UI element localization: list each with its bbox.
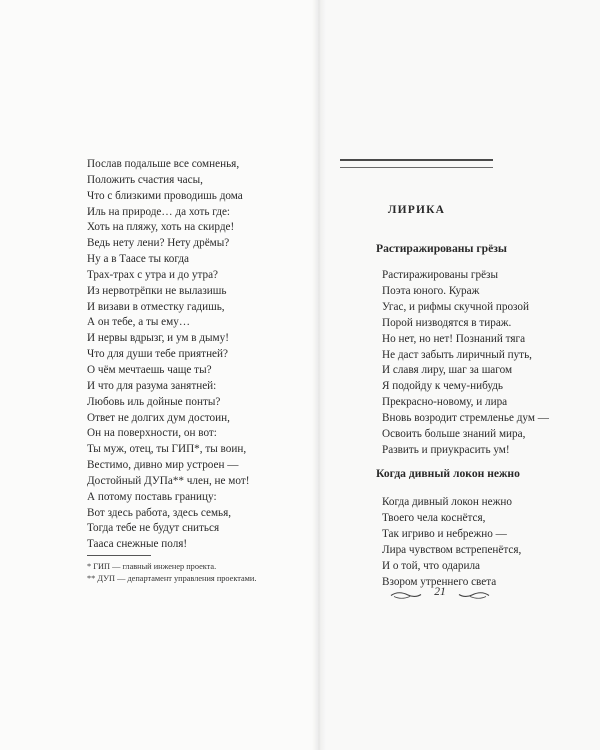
poem-line: Ответ не долгих дум достоин,: [87, 411, 230, 424]
poem-line: Лира чувством встрепенётся,: [382, 543, 522, 556]
book-gutter: [312, 0, 326, 750]
poem-line: Взором утреннего света: [382, 575, 497, 588]
poem-line: Трах-трах с утра и до утра?: [87, 268, 219, 281]
poem-line: И нервы вдрызг, и ум в дыму!: [87, 332, 229, 345]
page-folio: [390, 586, 490, 604]
poem-line: Твоего чела коснётся,: [382, 511, 486, 524]
poem-line: Прекрасно-новому, и лира: [382, 396, 508, 409]
poem-title: Растиражированы грёзы: [376, 242, 507, 255]
poem-line: Когда дивный локон нежно: [382, 496, 512, 508]
poem-line: Угас, и рифмы скучной прозой: [382, 300, 529, 313]
header-rule-thin: [340, 167, 493, 168]
footnote-dup: ** ДУП — департамент управления проектами.: [87, 573, 257, 583]
poem-line: Вновь возродит стремленье дум —: [382, 412, 549, 425]
poem-line: И что для разума занятней:: [87, 379, 217, 392]
poem-line: Любовь иль дойные понты?: [87, 395, 221, 408]
poem-line: Поэта юного. Кураж: [382, 284, 480, 297]
poem-line: Ведь нету лени? Нету дрёмы?: [87, 237, 230, 250]
header-rule-thick: [340, 159, 493, 161]
poem-line: Ты муж, отец, ты ГИП*, ты воин,: [87, 443, 247, 456]
left-poem: [87, 157, 249, 553]
poem-line: Иль на природе… да хоть где:: [87, 205, 231, 218]
section-title: ЛИРИКА: [387, 204, 446, 216]
poem-line: Не даст забыть лиричный путь,: [382, 348, 532, 361]
poem-line: Из нервотрёпки не вылазишь: [87, 284, 227, 297]
poem-line: О чём мечтаешь чаще ты?: [87, 363, 212, 376]
poem-line: И славя лиру, шаг за шагом: [382, 364, 513, 377]
poem-line: Достойный ДУПа** член, не мот!: [87, 474, 250, 487]
poem-line: И о той, что одарила: [382, 559, 480, 572]
poem-title: Когда дивный локон нежно: [376, 467, 520, 480]
poem-line: Освоить больше знаний мира,: [382, 428, 526, 441]
poem-line: Послав подальше все сомненья,: [87, 158, 240, 170]
poem-line: Ну а в Таасе ты когда: [87, 253, 190, 266]
poem-line: Тааса снежные поля!: [87, 538, 188, 551]
poem-line: Положить счастия часы,: [87, 173, 203, 186]
poem-line: Он на поверхности, он вот:: [87, 427, 217, 440]
poem-line: Хоть на пляжу, хоть на скирде!: [87, 221, 235, 234]
poem-line: Я подойду к чему-нибудь: [382, 380, 504, 393]
footnote-rule: [87, 555, 151, 556]
footnote-gip: * ГИП — главный инженер проекта.: [87, 562, 217, 571]
poem-line: Развить и приукрасить ум!: [382, 443, 510, 456]
flourish-ornament-icon: [458, 591, 490, 600]
poem-line: А он тебе, а ты ему…: [87, 316, 191, 329]
footnotes: [87, 555, 287, 584]
poem-line: Вот здесь работа, здесь семья,: [87, 506, 232, 519]
page-number: 21: [434, 586, 446, 598]
poem-line: Растиражированы грёзы: [382, 269, 498, 281]
poem-line: А потому поставь границу:: [87, 490, 217, 503]
poem-line: Так игриво и небрежно —: [382, 527, 507, 540]
poem-line: Что с близкими проводишь дома: [87, 189, 243, 202]
poem-line: И визави в отместку гадишь,: [87, 300, 225, 313]
poem-line: Тогда тебе не будут сниться: [87, 522, 220, 535]
poem-line: Но нет, но нет! Познаний тяга: [382, 332, 526, 345]
right-poem-2: [382, 495, 521, 590]
right-poem-1: [382, 268, 549, 459]
poem-line: Вестимо, дивно мир устроен —: [87, 459, 239, 472]
poem-line: Что для души тебе приятней?: [87, 348, 228, 361]
poem-line: Порой низводятся в тираж.: [382, 316, 512, 329]
